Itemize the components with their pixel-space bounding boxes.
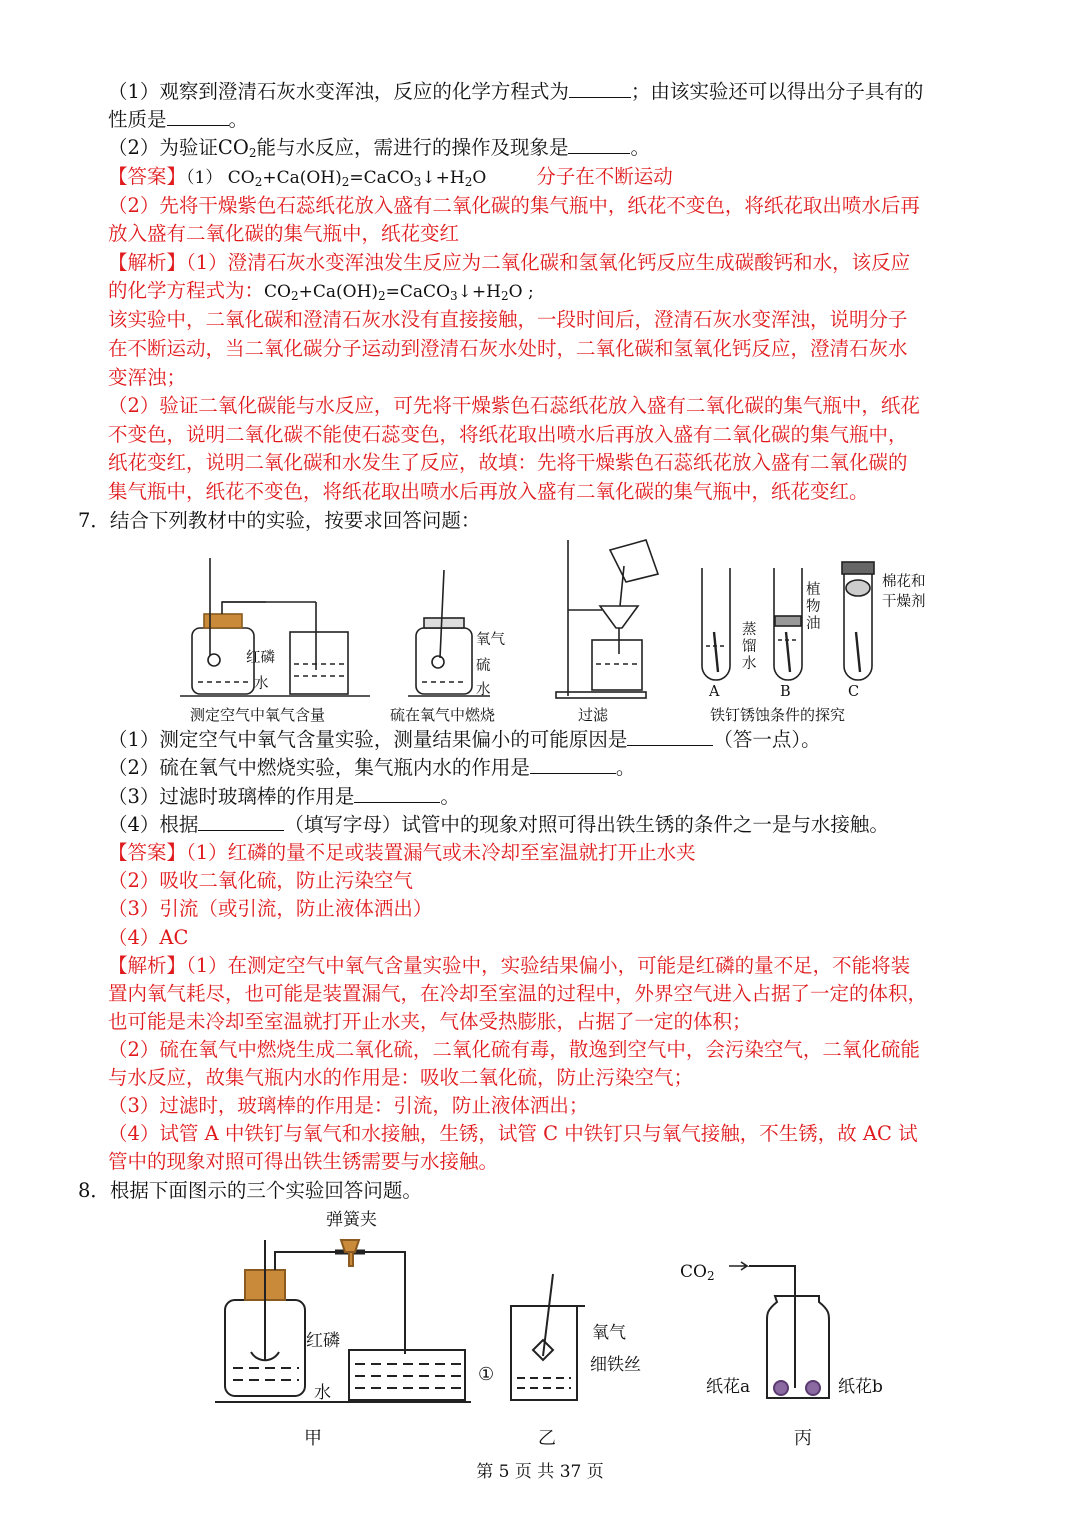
q7-title	[78, 507, 480, 535]
q7-sub-1	[108, 726, 821, 754]
q7-label-cotton: 棉花和	[882, 574, 926, 590]
q8-caption-jia: 甲	[304, 1428, 322, 1449]
analysis-text: （1）在测定空气中氧气含量实验中，实验结果偏小，可能是红磷的量不足，不能将装	[186, 954, 911, 977]
answer-blank	[354, 784, 440, 803]
period: 。	[228, 108, 249, 131]
q7-label-tube-a: A	[709, 684, 720, 700]
analysis-text: 纸花变红，说明二氧化碳和水发生了反应，故填：先将干燥紫色石蕊纸花放入盛有二氧化碳的	[108, 451, 908, 474]
analysis-text: （2）硫在氧气中燃烧生成二氧化硫，二氧化硫有毒，散逸到空气中，会污染空气，二氧化硫能	[108, 1038, 920, 1061]
equation-part: （1） CO	[186, 168, 255, 188]
q8-label-co2: $CO_2$	[680, 1262, 715, 1283]
q7-label-distilled-water: 蒸馏水	[742, 622, 757, 672]
answer-property: 分子在不断运动	[536, 165, 673, 188]
analysis-text: （4）试管 A 中铁钉与氧气和水接触，生锈，试管 C 中铁钉只与氧气接触，不生锈，故 AC 试	[108, 1122, 918, 1145]
answer-blank	[198, 812, 284, 831]
q8-label-oxygen: 氧气	[592, 1323, 626, 1343]
q7-answer-1	[108, 839, 696, 867]
period: 。	[615, 756, 636, 779]
answer-blank	[167, 107, 229, 126]
equation-part: ↓+H	[457, 282, 501, 302]
q6-answer-2b	[108, 220, 459, 248]
q8-label-spring-clip: 弹簧夹	[326, 1210, 377, 1230]
q8-label-flower-a: 纸花a	[706, 1377, 751, 1397]
answer-blank	[530, 755, 616, 774]
q7-label-sulfur: 硫	[476, 658, 491, 674]
q7-sub-4	[108, 811, 889, 839]
analysis-text: （2）验证二氧化碳能与水反应，可先将干燥紫色石蕊纸花放入盛有二氧化碳的集气瓶中，纸花	[108, 394, 920, 417]
co2-text: CO	[680, 1262, 707, 1282]
q7-sub-2	[108, 754, 635, 782]
analysis-text: 变浑浊；	[108, 366, 187, 389]
q6-answer-1: 【答案】（1） $CO_2+Ca(OH)_2=CaCO_3↓+H_2O$ 分子在不断运动	[108, 165, 673, 189]
analysis-text: 集气瓶中，纸花不变色，将纸花取出喷水后再放入盛有二氧化碳的集气瓶中，纸花变红。	[108, 480, 869, 503]
analysis-text: 与水反应，故集气瓶内水的作用是：吸收二氧化硫，防止污染空气；	[108, 1066, 694, 1089]
equation-part: O	[508, 282, 523, 302]
answer-text: （1）红磷的量不足或装置漏气或未冷却至室温就打开止水夹	[186, 841, 696, 864]
answer-text: （4）AC	[108, 926, 189, 949]
q6-analysis-5	[108, 364, 186, 392]
answer-blank	[627, 727, 713, 746]
q6-analysis-2: 的化学方程式为：$CO_2+Ca(OH)_2=CaCO_3↓+H_2O$ ;	[108, 279, 534, 303]
q7-caption-1: 测定空气中氧气含量	[190, 706, 326, 724]
q7-analysis-1	[108, 952, 910, 980]
answer-text: （2）吸收二氧化硫，防止污染空气	[108, 869, 413, 892]
q6-1-text-b: ；由该实验还可以得出分子具有的	[630, 80, 924, 103]
q8-label-red-p: 红磷	[306, 1331, 340, 1351]
q7-answer-4	[108, 924, 188, 952]
q6-analysis-1	[108, 249, 910, 277]
q8-label-flower-b: 纸花b	[838, 1377, 883, 1397]
analysis-text: 管中的现象对照可得出铁生锈需要与水接触。	[108, 1150, 499, 1173]
q6-2-text-b: 能与水反应，需进行的操作及现象是	[256, 136, 569, 159]
equation-part: +Ca(OH)	[298, 282, 379, 302]
period: 。	[630, 136, 650, 159]
q8-label-mark-1: ①	[478, 1364, 495, 1385]
q8-label-iron-wire: 细铁丝	[590, 1355, 641, 1375]
question-text: （3）过滤时玻璃棒的作用是	[108, 785, 355, 808]
q6-2-text-a: （2）为验证CO	[108, 136, 249, 159]
q7-answer-2	[108, 867, 413, 895]
q7-label-tube-b: B	[780, 684, 791, 700]
equation-part: ↓+H	[421, 168, 465, 188]
question-text: （填写字母）试管中的现象对照可得出铁生锈的条件之一是与水接触。	[284, 813, 889, 836]
q6-analysis-9	[108, 478, 869, 506]
q6-line-2	[108, 106, 248, 134]
q6-answer-2a	[108, 192, 920, 220]
q6-1-text-a: （1）观察到澄清石灰水变浑浊，反应的化学方程式为	[108, 80, 569, 103]
q7-label-water-1: 水	[254, 676, 269, 692]
q7-answer-3	[108, 895, 432, 923]
question-text: （2）硫在氧气中燃烧实验，集气瓶内水的作用是	[108, 756, 530, 779]
page-footer: 第 5 页 共 37 页	[476, 1462, 604, 1482]
equation-part: =CaCO	[349, 168, 414, 188]
analysis-text: （3）过滤时，玻璃棒的作用是：引流，防止液体洒出；	[108, 1094, 589, 1117]
answer-text: （3）引流（或引流，防止液体洒出）	[108, 897, 433, 920]
q7-figure	[170, 536, 940, 726]
q7-analysis-8	[108, 1148, 498, 1176]
answer-text: 放入盛有二氧化碳的集气瓶中，纸花变红	[108, 222, 460, 245]
analysis-text: 的化学方程式为：	[108, 279, 265, 302]
question-text: （1）测定空气中氧气含量实验，测量结果偏小的可能原因是	[108, 728, 628, 751]
q8-label-water: 水	[314, 1383, 331, 1403]
analysis-text: （1）澄清石灰水变浑浊发生反应为二氧化碳和氢氧化钙反应生成碳酸钙和水，该反应	[186, 251, 911, 274]
answer-blank	[568, 135, 630, 154]
question-title: 7．结合下列教材中的实验，按要求回答问题：	[78, 509, 481, 532]
q6-line-3: （2）为验证$CO_2$能与水反应，需进行的操作及现象是 。	[108, 136, 650, 160]
question-text: （答一点）。	[713, 728, 821, 751]
answer-blank	[569, 79, 631, 98]
question-text: （4）根据	[108, 813, 199, 836]
q7-analysis-4	[108, 1036, 920, 1064]
q8-title	[78, 1177, 422, 1205]
q6-analysis-6	[108, 392, 920, 420]
equation-part: +Ca(OH)	[262, 168, 342, 188]
analysis-text: 不变色，说明二氧化碳不能使石蕊变色，将纸花取出喷水后再放入盛有二氧化碳的集气瓶中，	[108, 423, 908, 446]
answer-tag: 【答案】	[108, 165, 187, 188]
q7-sub-3	[108, 783, 460, 811]
equation-part: O	[472, 168, 487, 188]
q8-caption-bing: 丙	[794, 1428, 812, 1449]
q7-label-red-p: 红磷	[246, 650, 275, 666]
q7-analysis-7	[108, 1120, 918, 1148]
q7-caption-4: 铁钉锈蚀条件的探究	[710, 706, 846, 724]
q6-analysis-4	[108, 335, 908, 363]
q7-label-tube-c: C	[848, 684, 860, 700]
q6-1-text-c: 性质是	[108, 108, 167, 131]
question-title: 8．根据下面图示的三个实验回答问题。	[78, 1179, 422, 1202]
analysis-text: 该实验中，二氧化碳和澄清石灰水没有直接接触，一段时间后，澄清石灰水变浑浊，说明分子	[108, 308, 908, 331]
q7-label-oxygen: 氧气	[476, 632, 505, 648]
q6-line-1	[108, 78, 923, 106]
analysis-text: 也可能是未冷却至室温就打开止水夹，气体受热膨胀，占据了一定的体积；	[108, 1010, 752, 1033]
analysis-tag: 【解析】	[108, 954, 187, 977]
equation-part: =CaCO	[385, 282, 451, 302]
q7-caption-2: 硫在氧气中燃烧	[390, 706, 496, 724]
q7-label-water-2: 水	[476, 682, 491, 698]
q8-caption-yi: 乙	[538, 1428, 556, 1449]
period: 。	[440, 785, 460, 808]
answer-tag: 【答案】	[108, 841, 187, 864]
analysis-text: 置内氧气耗尽，也可能是装置漏气，在冷却至室温的过程中，外界空气进入占据了一定的体积，	[108, 982, 928, 1005]
q6-analysis-7	[108, 421, 908, 449]
q7-analysis-2	[108, 980, 927, 1008]
q6-analysis-3	[108, 306, 908, 334]
analysis-text: 在不断运动，当二氧化碳分子运动到澄清石灰水处时，二氧化碳和氢氧化钙反应，澄清石灰水	[108, 337, 908, 360]
q7-analysis-5	[108, 1064, 693, 1092]
q7-label-desiccant: 干燥剂	[882, 594, 926, 610]
q7-caption-3: 过滤	[578, 706, 609, 724]
q6-analysis-8	[108, 449, 908, 477]
analysis-tag: 【解析】	[108, 251, 187, 274]
answer-text: （2）先将干燥紫色石蕊纸花放入盛有二氧化碳的集气瓶中，纸花不变色，将纸花取出喷水后再	[108, 194, 920, 217]
q7-analysis-3	[108, 1008, 752, 1036]
q7-label-veg-oil: 植物油	[806, 582, 821, 632]
q7-analysis-6	[108, 1092, 588, 1120]
